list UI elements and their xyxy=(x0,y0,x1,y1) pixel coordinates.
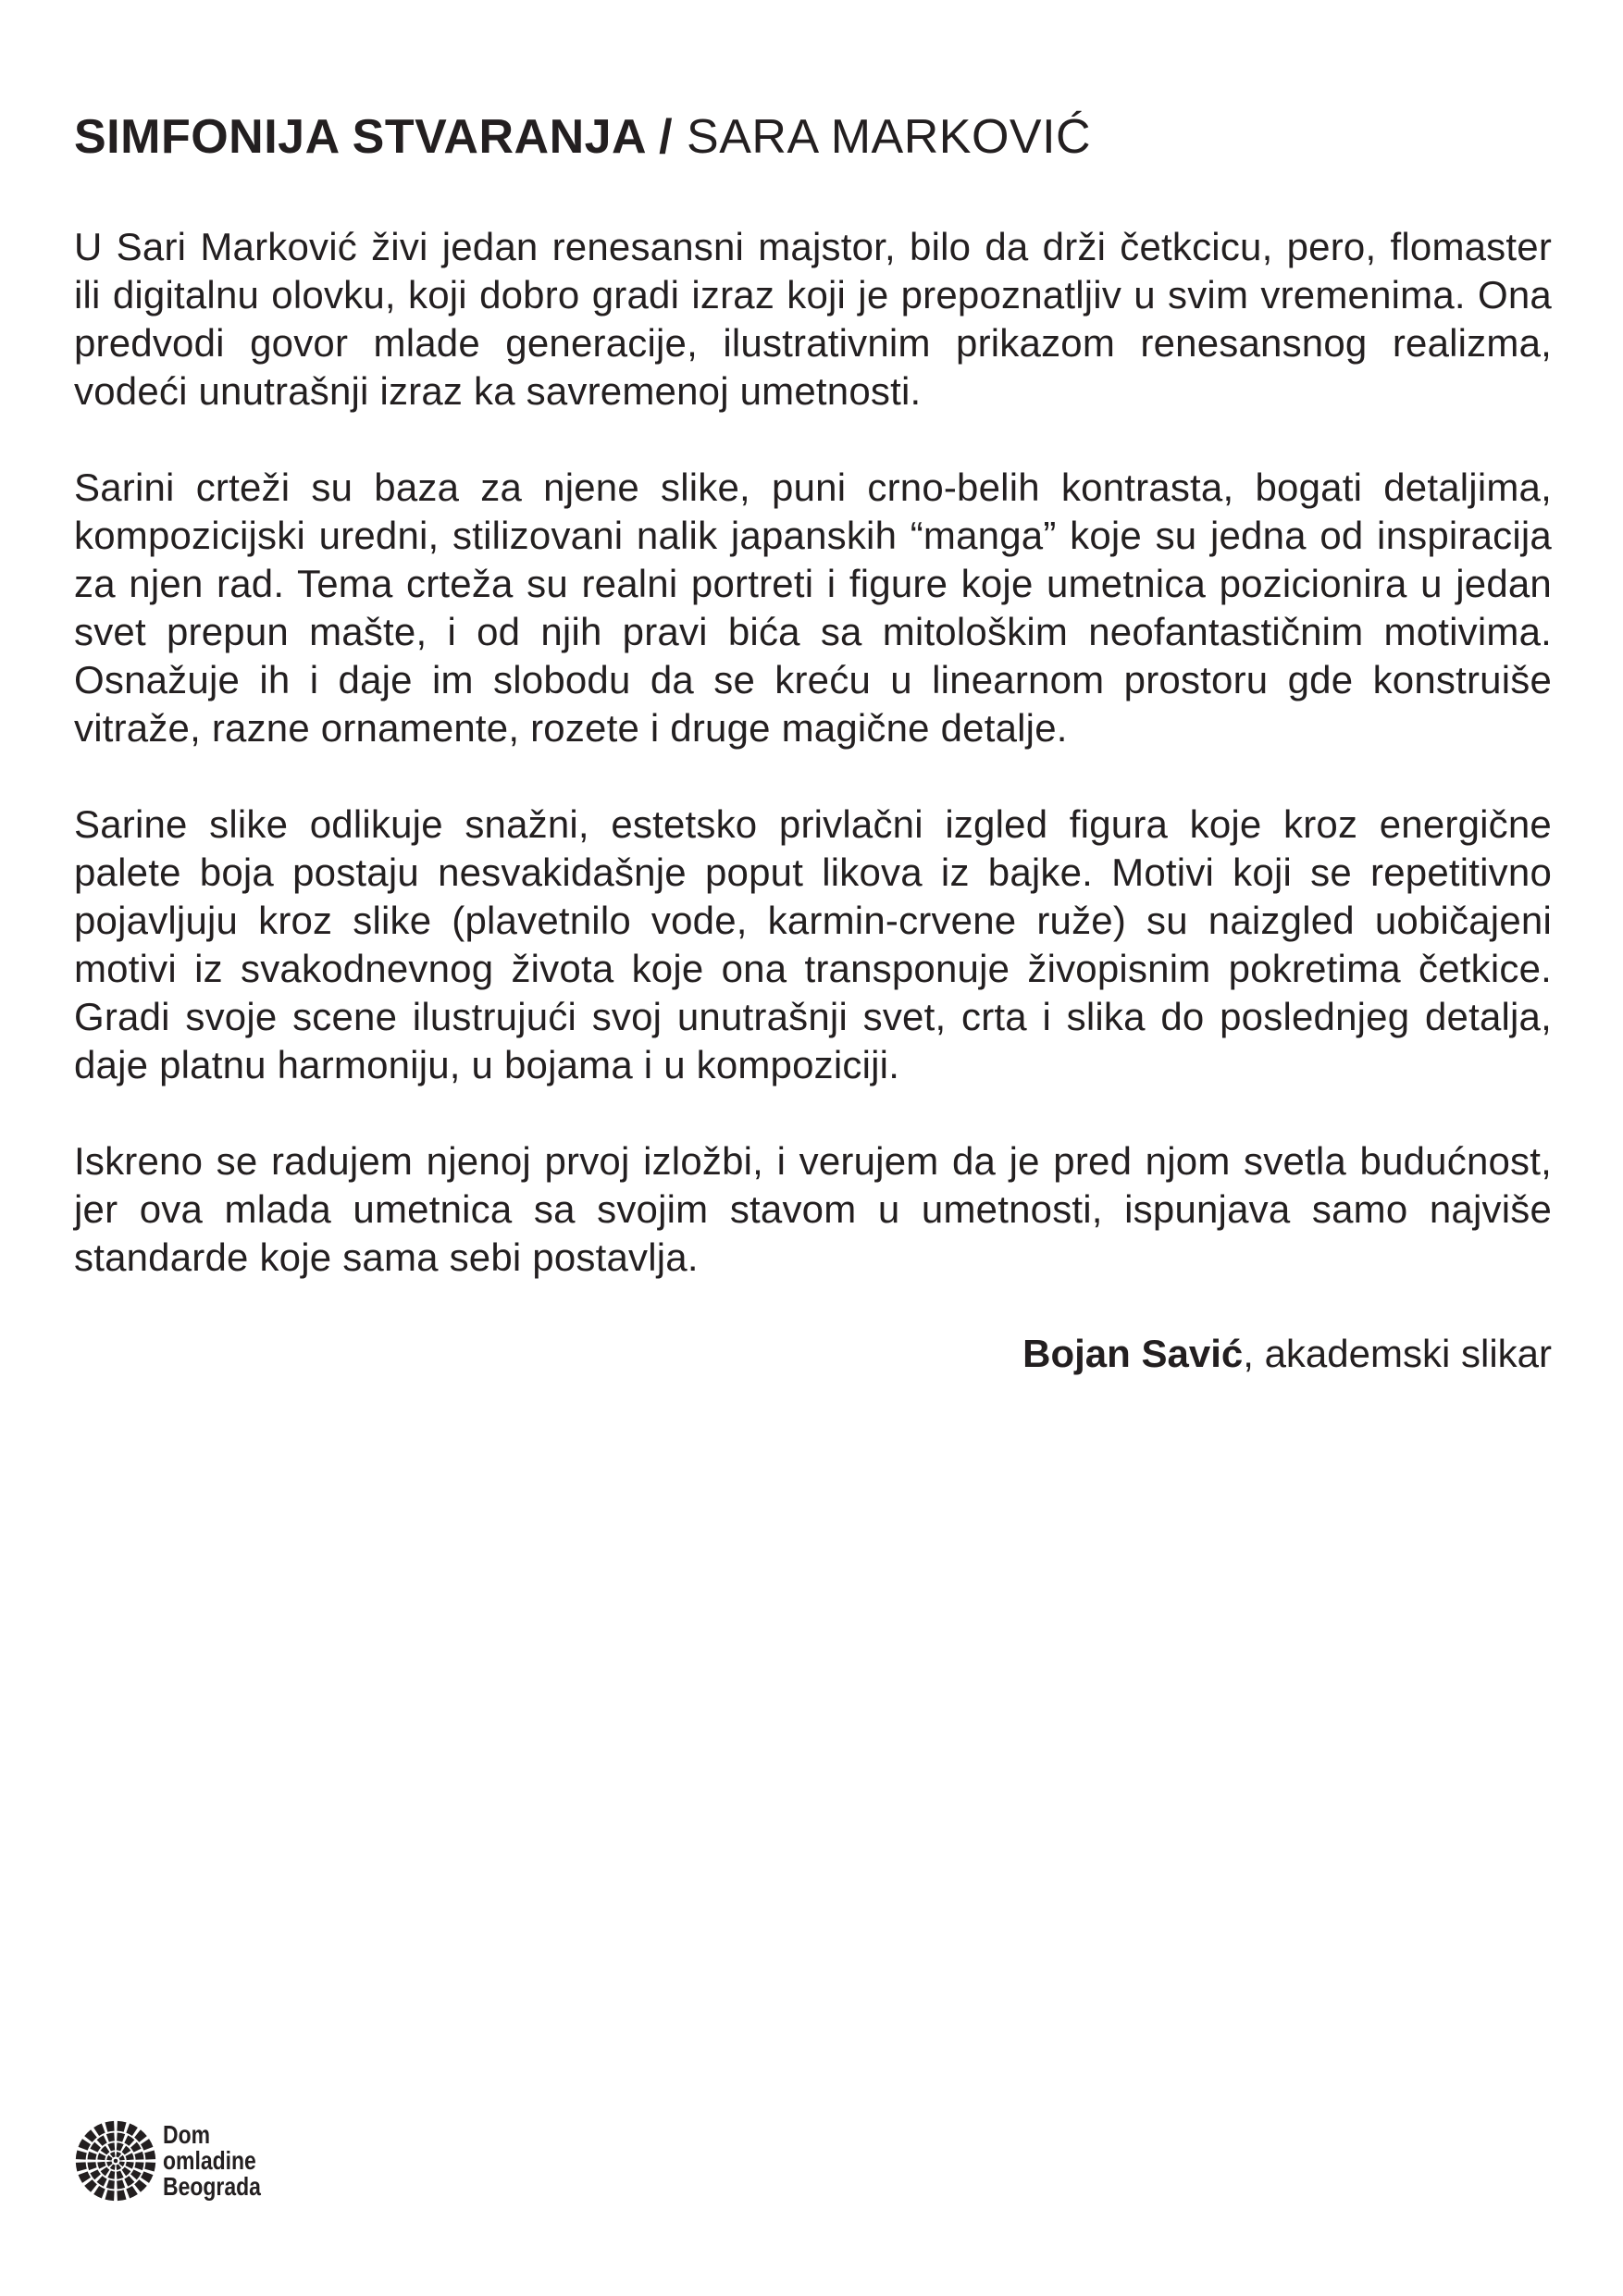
rosette-segment xyxy=(107,2171,115,2179)
rosette-segment xyxy=(106,2155,112,2161)
signature-role: , akademski slikar xyxy=(1243,1332,1552,1375)
rosette-segment xyxy=(97,2176,107,2186)
rosette-segment xyxy=(144,2162,155,2171)
logo-text xyxy=(163,2122,261,2200)
document-page xyxy=(74,106,1552,1378)
rosette-segment xyxy=(87,2152,96,2160)
dom-omladine-rosette-icon xyxy=(74,2119,157,2203)
rosette-segment xyxy=(122,2167,131,2177)
rosette-segment xyxy=(117,2171,124,2179)
rosette-segment xyxy=(84,2129,97,2142)
signature xyxy=(74,1330,1552,1378)
rosette-segment xyxy=(126,2124,137,2136)
rosette-segment xyxy=(134,2129,147,2142)
rosette-segment xyxy=(141,2171,153,2182)
rosette-segment xyxy=(134,2162,143,2170)
rosette-segment xyxy=(106,2132,115,2141)
rosette-segment xyxy=(101,2167,110,2177)
rosette-segment xyxy=(126,2186,137,2198)
rosette-segment xyxy=(117,2121,126,2132)
rosette-segment xyxy=(130,2169,141,2179)
rosette-segment xyxy=(106,2161,112,2166)
rosette-segment xyxy=(124,2135,134,2145)
rosette-segment xyxy=(79,2139,91,2150)
rosette-segment xyxy=(107,2142,115,2151)
logo-line-beograda: Beograda xyxy=(163,2172,261,2201)
signature-name: Bojan Savić xyxy=(1022,1332,1244,1375)
rosette-segment xyxy=(90,2142,100,2153)
rosette-segment xyxy=(93,2124,105,2136)
rosette-segment xyxy=(110,2152,116,2157)
rosette-segment xyxy=(76,2150,87,2159)
title-bold: SIMFONIJA STVARANJA / xyxy=(74,110,674,164)
rosette-segment xyxy=(97,2162,105,2169)
rosette-segment xyxy=(79,2171,91,2182)
rosette-segment xyxy=(117,2190,126,2201)
rosette-segment xyxy=(106,2179,115,2189)
body-paragraph-3: Sarine slike odlikuje snažni, estetsko privlačni izgled figura koje kroz energične palete boja postaju nesvakidašnje poput likova iz bajke. Motivi koji se repetitivno pojavljuju kroz slike (plavetnilo vode, karmin-crvene ruže) su naizgled uobičajeni motivi iz svakodnevnog života koje ona transponuje živopisnim pokretima četkice. Gradi svoje scene ilustrujući svoj unutrašnji svet, crta i slika do poslednjeg detalja, daje platnu harmoniju, u bojama i u kompoziciji. xyxy=(74,802,1552,1086)
body-paragraph-4: Iskreno se radujem njenoj prvoj izložbi, i verujem da je pred njom svetla budućnost, jer ova mlada umetnica sa svojim stavom u umetnosti, ispunjava samo najviše standarde koje sama sebi postavlja. xyxy=(74,1139,1552,1279)
organization-logo xyxy=(74,2119,282,2203)
rosette-segment xyxy=(116,2165,121,2170)
rosette-segment xyxy=(116,2152,121,2157)
rosette-segment xyxy=(87,2162,96,2170)
rosette-segment xyxy=(134,2152,143,2160)
rosette-segment xyxy=(117,2132,125,2141)
rosette-segment xyxy=(90,2169,100,2179)
rosette-segment xyxy=(117,2179,125,2189)
rosette-segment xyxy=(126,2162,134,2169)
body-paragraph-2: Sarini crteži su baza za njene slike, puni crno-belih kontrasta, bogati detaljima, kompozicijski uredni, stilizovani nalik japanskih “manga” koje su jedna od inspiracija za njen rad. Tema crteža su realni portreti i figure koje umetnica pozicionira u jedan svet prepun mašte, i od njih pravi bića sa mitološkim neofantastičnim motivima. Osnažuje ih i daje im slobodu da se kreću u linearnom prostoru gde konstruiše vitraže, razne ornamente, rozete i druge magične detalje. xyxy=(74,465,1552,750)
rosette-segment xyxy=(126,2153,134,2160)
rosette-segment xyxy=(84,2179,97,2192)
rosette-segment xyxy=(141,2139,153,2150)
rosette-segment xyxy=(117,2142,124,2151)
page-title xyxy=(74,106,1552,168)
rosette-segment xyxy=(110,2165,116,2170)
logo-line-omladine: omladine xyxy=(163,2146,256,2175)
rosette-segment xyxy=(122,2146,131,2155)
rosette-segment xyxy=(144,2150,155,2159)
body-paragraph-1: U Sari Marković živi jedan renesansni majstor, bilo da drži četkcicu, pero, flomaster ili digitalnu olovku, koji dobro gradi izraz koji je prepoznatljiv u svim vremenima. Ona predvodi govor mlade generacije, ilustrativnim prikazom renesansnog realizma, vodeći unutrašnji izraz ka savremenoj umetnosti. xyxy=(74,225,1552,413)
rosette-segment xyxy=(134,2179,147,2192)
title-author: SARA MARKOVIĆ xyxy=(687,110,1092,164)
rosette-segment xyxy=(119,2161,125,2166)
rosette-segment xyxy=(130,2142,141,2153)
logo-line-dom: Dom xyxy=(163,2120,211,2149)
rosette-center xyxy=(114,2159,118,2164)
rosette-segment xyxy=(105,2190,114,2201)
rosette-segment xyxy=(97,2135,107,2145)
rosette-segment xyxy=(119,2155,125,2161)
rosette-segment xyxy=(76,2162,87,2171)
rosette-segment xyxy=(124,2176,134,2186)
rosette-segment xyxy=(93,2186,105,2198)
rosette-segment xyxy=(97,2153,105,2160)
rosette-segment xyxy=(105,2121,114,2132)
rosette-segment xyxy=(101,2146,110,2155)
